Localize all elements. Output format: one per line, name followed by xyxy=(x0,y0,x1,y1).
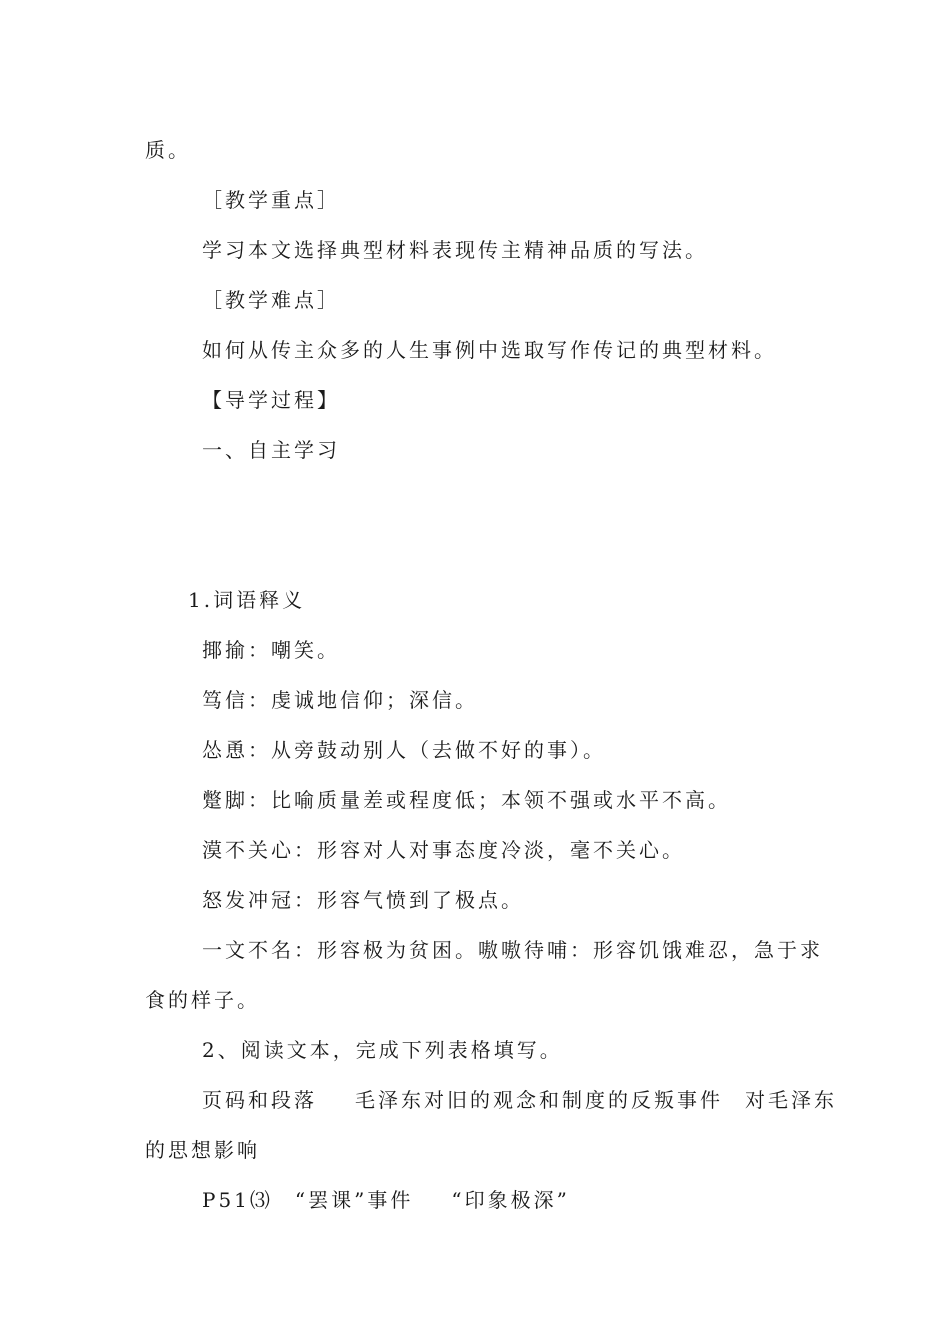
section-heading-key-points: ［教学重点］ xyxy=(202,188,340,212)
table-cell-page: P51⑶ xyxy=(202,1188,273,1212)
subsection-self-study: 一、自主学习 xyxy=(202,438,340,462)
reading-task: 2、阅读文本，完成下列表格填写。 xyxy=(202,1038,563,1062)
vocab-item: 怒发冲冠：形容气愤到了极点。 xyxy=(202,888,524,912)
vocab-item: 揶揄：嘲笑。 xyxy=(202,638,340,662)
table-header-page: 页码和段落 xyxy=(202,1088,317,1112)
section-heading-process: 【导学过程】 xyxy=(202,388,340,412)
table-header-influence: 对毛泽东 xyxy=(745,1088,837,1112)
table-header-row xyxy=(202,1086,837,1114)
difficulties-text: 如何从传主众多的人生事例中选取写作传记的典型材料。 xyxy=(202,338,777,362)
table-header-influence-continuation: 的思想影响 xyxy=(145,1138,260,1162)
table-row xyxy=(202,1186,570,1214)
vocab-item: 笃信：虔诚地信仰；深信。 xyxy=(202,688,478,712)
paragraph-continuation: 质。 xyxy=(145,138,191,162)
table-cell-influence: “印象极深” xyxy=(451,1188,570,1212)
vocab-item-continuation: 食的样子。 xyxy=(145,988,260,1012)
key-points-text: 学习本文选择典型材料表现传主精神品质的写法。 xyxy=(202,238,708,262)
vocab-item: 漠不关心：形容对人对事态度冷淡，毫不关心。 xyxy=(202,838,685,862)
vocab-heading: 1.词语释义 xyxy=(188,588,306,612)
vocab-item: 蹩脚：比喻质量差或程度低；本领不强或水平不高。 xyxy=(202,788,731,812)
table-cell-event: “罢课”事件 xyxy=(294,1188,414,1212)
vocab-item: 一文不名：形容极为贫困。嗷嗷待哺：形容饥饿难忍，急于求 xyxy=(202,938,823,962)
vocab-item: 怂恿：从旁鼓动别人（去做不好的事）。 xyxy=(202,738,606,762)
table-header-event: 毛泽东对旧的观念和制度的反叛事件 xyxy=(355,1088,723,1112)
section-heading-difficulties: ［教学难点］ xyxy=(202,288,340,312)
